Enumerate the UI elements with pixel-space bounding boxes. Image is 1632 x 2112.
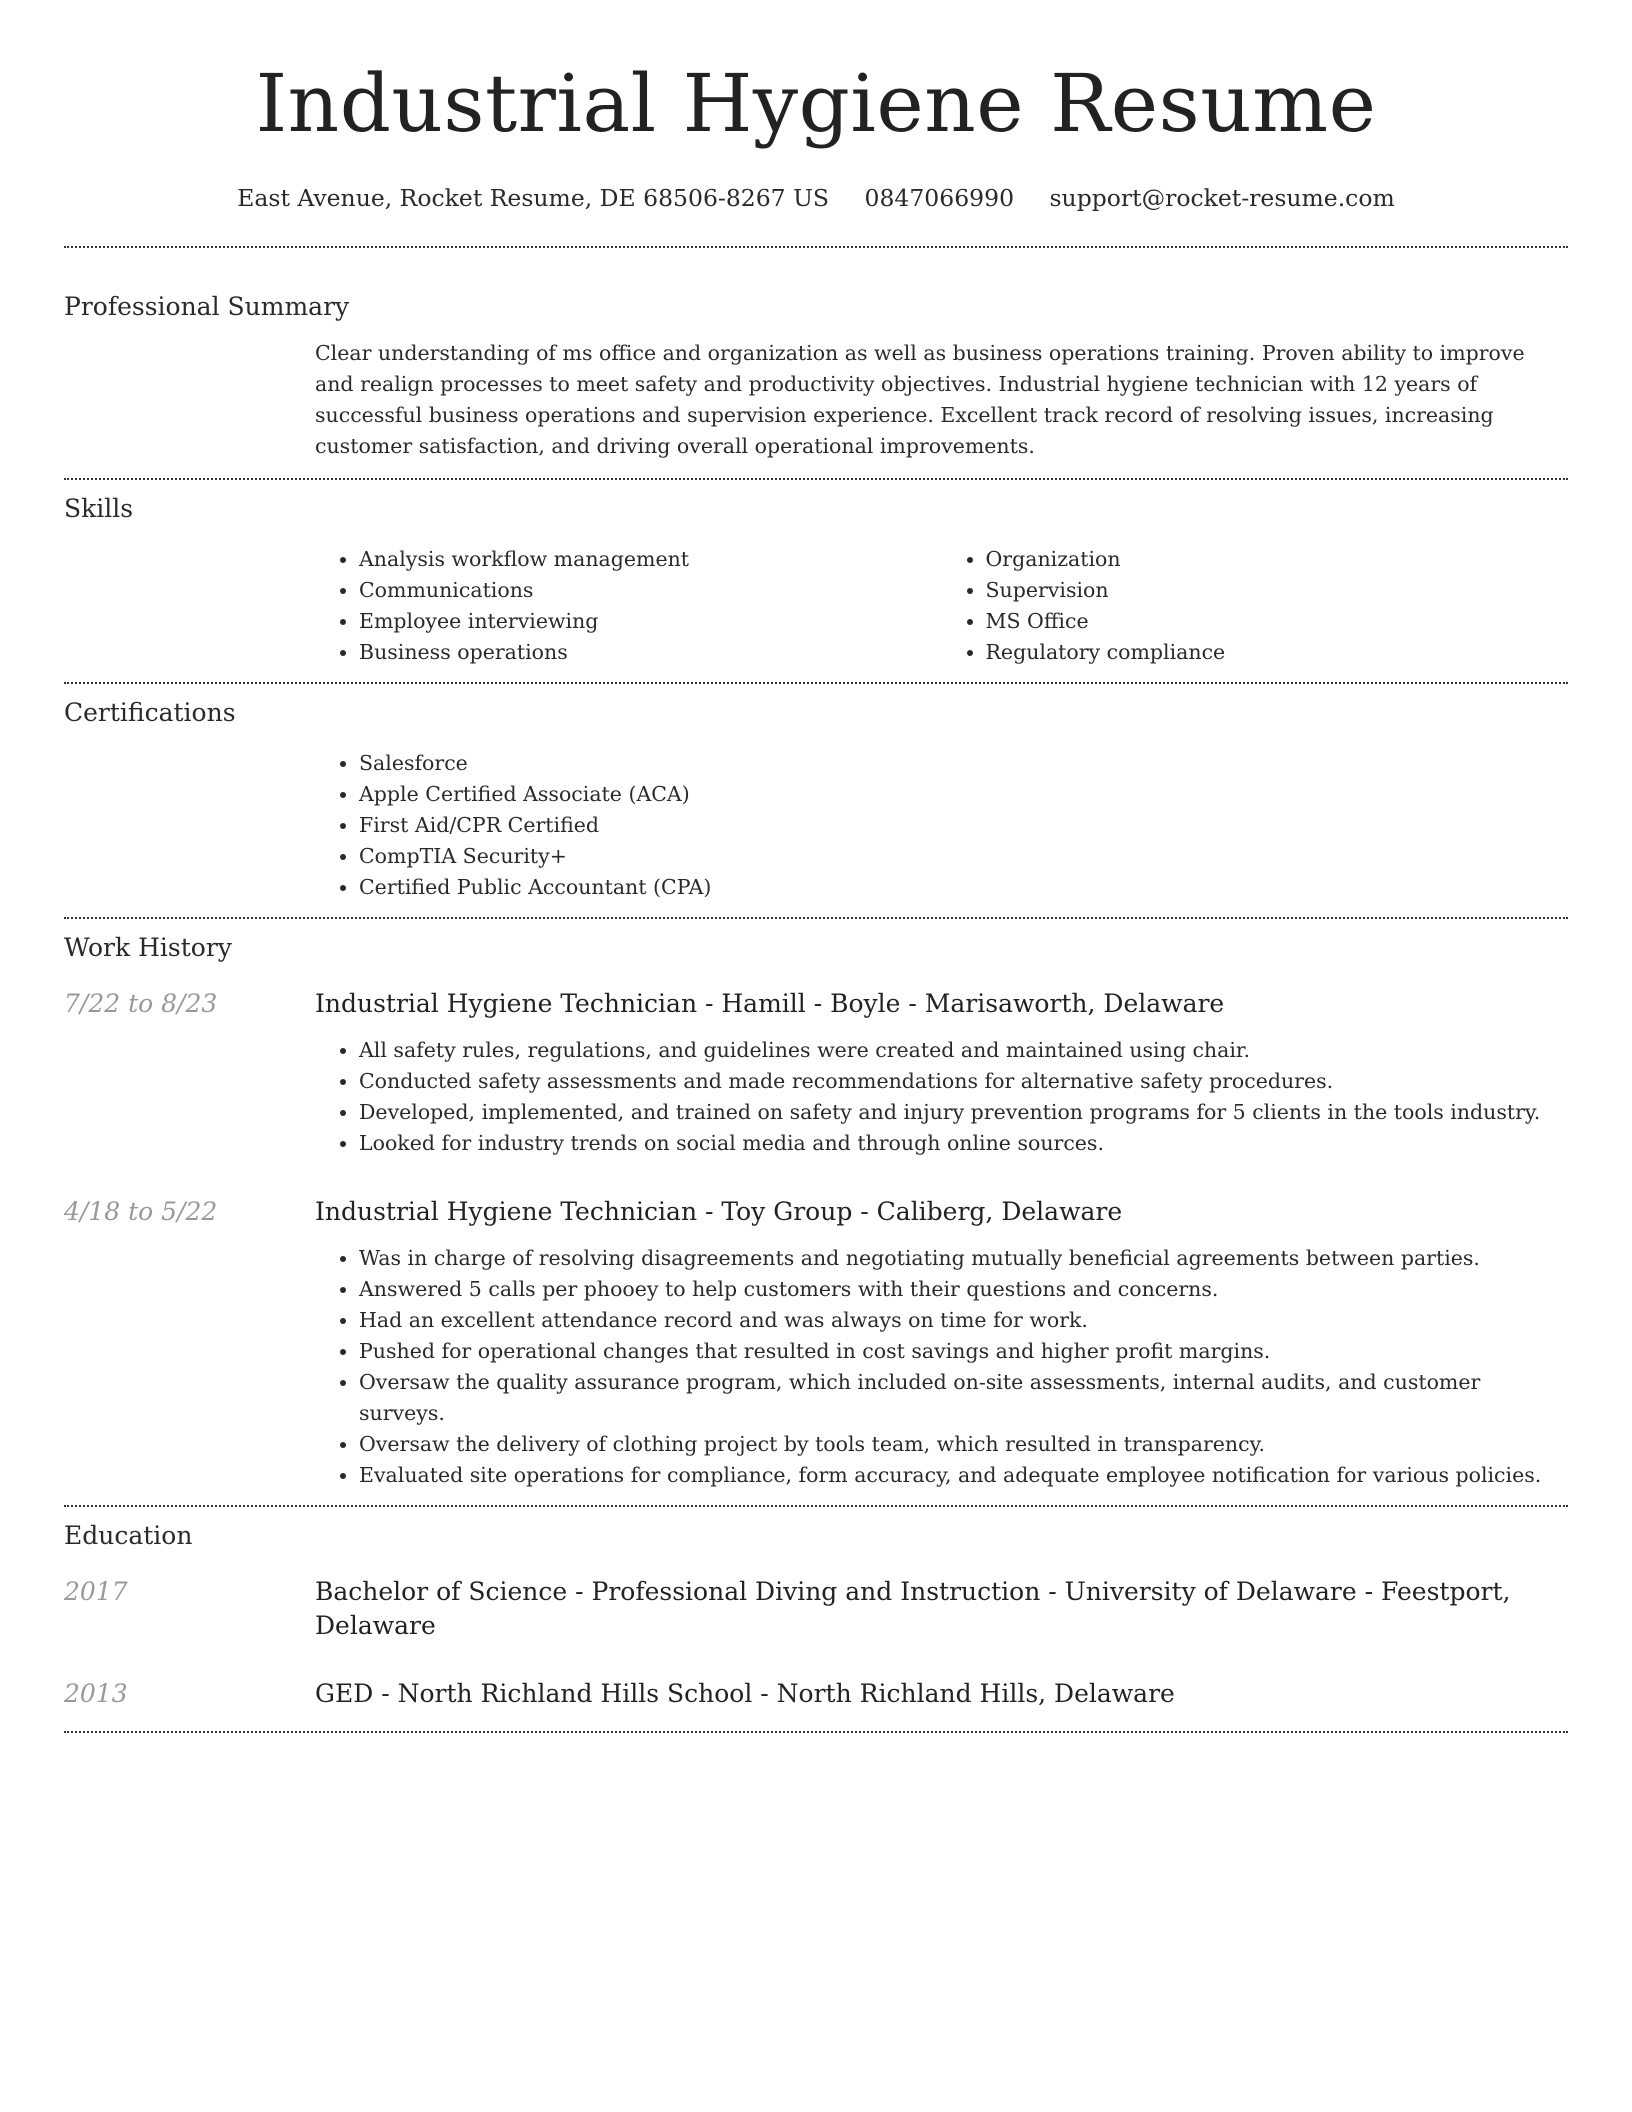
- certification-item: • Apple Certified Associate (ACA): [359, 779, 1568, 810]
- education-year: 2013: [64, 1679, 128, 1708]
- job-entry: [64, 987, 1568, 1159]
- certifications-section: [64, 684, 1568, 917]
- certification-item: • CompTIA Security+: [359, 841, 1568, 872]
- certification-item: • Certified Public Accountant (CPA): [359, 872, 1568, 903]
- education-heading: Education: [64, 1521, 193, 1550]
- certifications-heading: Certifications: [64, 698, 236, 727]
- job-bullet: • Evaluated site operations for compliance, form accuracy, and adequate employee notification for various policies.: [359, 1460, 1568, 1491]
- skills-list-right: [942, 544, 1569, 668]
- summary-heading: Professional Summary: [64, 292, 350, 321]
- job-bullet: • Oversaw the delivery of clothing project by tools team, which resulted in transparency.: [359, 1429, 1568, 1460]
- contact-email: support@rocket-resume.com: [1049, 184, 1395, 212]
- skill-item: • Employee interviewing: [359, 606, 942, 637]
- job-dates: 4/18 to 5/22: [64, 1197, 218, 1226]
- job-bullet: • Developed, implemented, and trained on safety and injury prevention programs for 5 clients in the tools industry.: [359, 1097, 1568, 1128]
- section-divider: [64, 1731, 1568, 1733]
- education-heading-line: GED - North Richland Hills School - North Richland Hills, Delaware: [315, 1679, 1175, 1708]
- contact-line: [64, 182, 1568, 214]
- job-heading: Industrial Hygiene Technician - Toy Group - Caliberg, Delaware: [315, 1197, 1123, 1226]
- skill-item: • Regulatory compliance: [986, 637, 1569, 668]
- job-bullet: • Conducted safety assessments and made recommendations for alternative safety procedures.: [359, 1066, 1568, 1097]
- summary-section: [64, 248, 1568, 478]
- skill-item: • Organization: [986, 544, 1569, 575]
- job-dates: 7/22 to 8/23: [64, 989, 218, 1018]
- contact-address: East Avenue, Rocket Resume, DE 68506-8267 US: [237, 184, 830, 212]
- skill-item: • Supervision: [986, 575, 1569, 606]
- job-bullet: • Had an excellent attendance record and was always on time for work.: [359, 1305, 1568, 1336]
- skill-item: • Business operations: [359, 637, 942, 668]
- job-bullet: • All safety rules, regulations, and guidelines were created and maintained using chair.: [359, 1035, 1568, 1066]
- job-entry: [64, 1195, 1568, 1491]
- education-entry: [64, 1677, 1568, 1711]
- certification-item: • Salesforce: [359, 748, 1568, 779]
- job-bullets: [315, 1243, 1568, 1491]
- skill-item: • MS Office: [986, 606, 1569, 637]
- job-bullet: • Oversaw the quality assurance program, which included on-site assessments, internal audits, and customer surveys.: [359, 1367, 1568, 1429]
- job-bullet: • Answered 5 calls per phooey to help customers with their questions and concerns.: [359, 1274, 1568, 1305]
- education-heading-line: Bachelor of Science - Professional Diving and Instruction - University of Delaware - Feestport, Delaware: [315, 1577, 1511, 1640]
- skill-item: • Communications: [359, 575, 942, 606]
- work-history-section: [64, 919, 1568, 1505]
- job-bullet: • Looked for industry trends on social media and through online sources.: [359, 1128, 1568, 1159]
- skills-section: [64, 480, 1568, 682]
- certification-item: • First Aid/CPR Certified: [359, 810, 1568, 841]
- contact-phone: 0847066990: [864, 184, 1015, 212]
- education-section: [64, 1507, 1568, 1731]
- work-history-heading: Work History: [64, 933, 232, 962]
- job-heading: Industrial Hygiene Technician - Hamill - Boyle - Marisaworth, Delaware: [315, 989, 1225, 1018]
- job-bullet: • Was in charge of resolving disagreements and negotiating mutually beneficial agreements between parties.: [359, 1243, 1568, 1274]
- job-bullets: [315, 1035, 1568, 1159]
- education-year: 2017: [64, 1577, 128, 1606]
- skills-heading: Skills: [64, 494, 134, 523]
- certifications-list: [315, 748, 1568, 903]
- summary-text: Clear understanding of ms office and organization as well as business operations training. Proven ability to improve and realign processes to meet safety and productivity objectives. Industrial hygiene technician with 12 years of successful business operations and supervision experience. Excellent track record of resolving issues, increasing customer satisfaction, and driving overall operational improvements.: [315, 341, 1525, 458]
- skills-list-left: [315, 544, 942, 668]
- resume-page: [64, 0, 1568, 1733]
- education-entry: [64, 1575, 1568, 1643]
- resume-title: Industrial Hygiene Resume: [255, 57, 1377, 150]
- skill-item: • Analysis workflow management: [359, 544, 942, 575]
- job-bullet: • Pushed for operational changes that resulted in cost savings and higher profit margins.: [359, 1336, 1568, 1367]
